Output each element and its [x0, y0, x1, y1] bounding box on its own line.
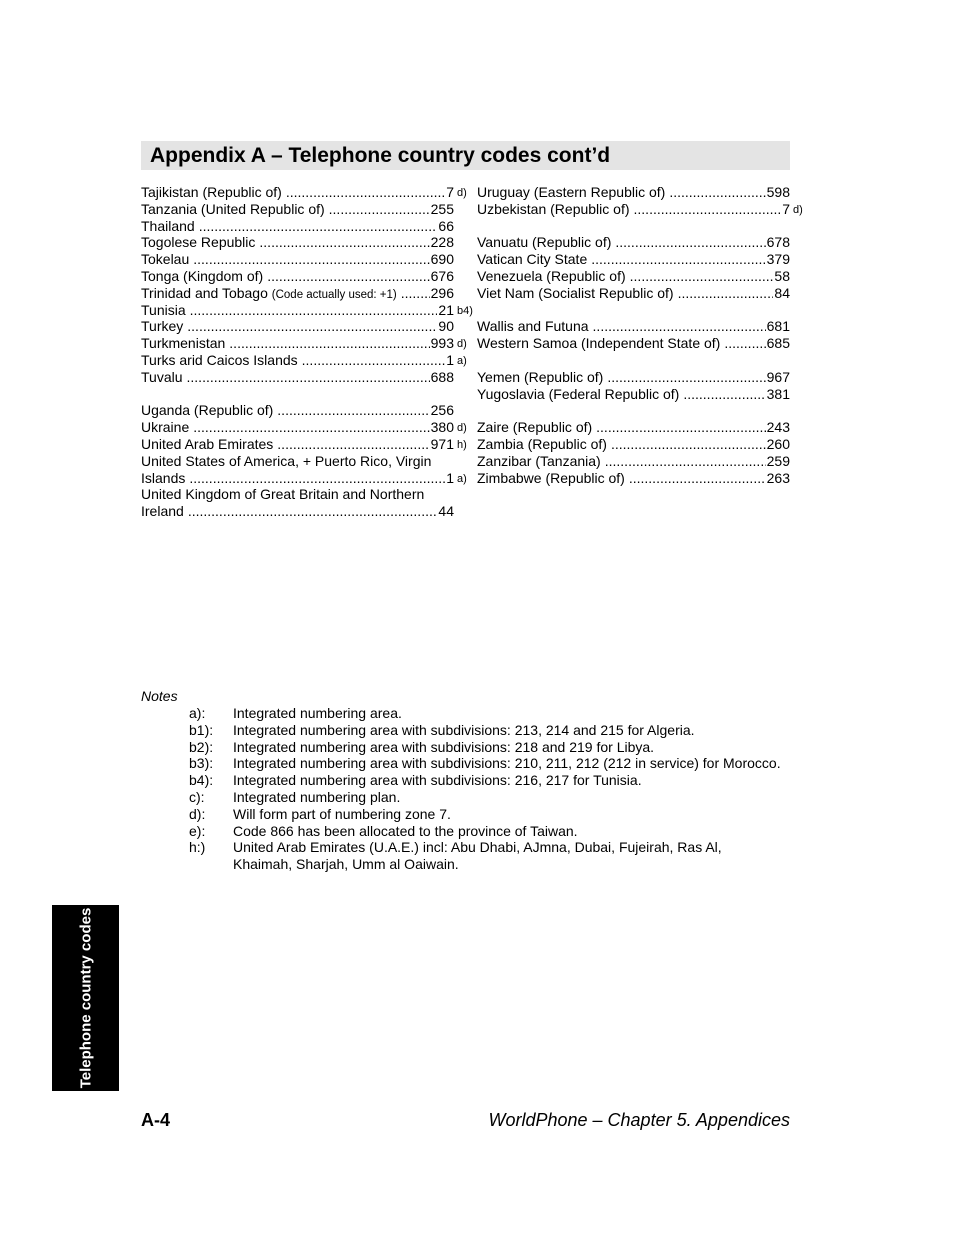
country-entry — [141, 335, 467, 352]
spacer — [477, 218, 790, 235]
country-name — [141, 436, 273, 453]
country-entry — [141, 503, 454, 520]
note-text: United Arab Emirates (U.A.E.) incl: Abu Dhabi, AJmna, Dubai, Fujeirah, Ras Al, Khaimah, Sharjah, Umm al Oaiwain. — [233, 839, 722, 873]
country-entry — [477, 470, 790, 487]
country-name-text: Turks arid Caicos Islands — [141, 351, 298, 368]
note-text: Integrated numbering area with subdivisions: 218 and 219 for Libya. — [233, 738, 655, 755]
country-entry — [477, 285, 790, 302]
country-code: 21 — [438, 301, 454, 318]
page-title: Appendix A – Telephone country codes cont’d — [150, 144, 611, 167]
country-name-text: Ukraine — [141, 419, 190, 436]
dot-leader — [302, 352, 446, 369]
country-name-text: Togolese Republic — [141, 234, 256, 251]
dot-leader — [596, 419, 765, 436]
footnote-marker: d) — [457, 187, 467, 199]
footnote-marker: a) — [457, 472, 467, 485]
country-code: 690 — [430, 251, 454, 268]
country-entry — [141, 435, 467, 453]
country-entry — [141, 201, 454, 218]
country-name-text: Islands — [141, 469, 186, 486]
note-key: a): — [189, 705, 206, 721]
country-entry — [477, 200, 803, 218]
country-entry — [477, 251, 790, 268]
note-key: b2): — [189, 738, 214, 755]
spacer — [141, 386, 454, 403]
footnote-marker: d) — [457, 338, 467, 351]
country-entry — [477, 419, 790, 436]
country-code: 1 — [446, 469, 454, 486]
dot-leader — [605, 453, 766, 470]
country-name-text: Zaire (Republic of) — [477, 419, 593, 436]
note-item — [141, 789, 781, 806]
country-code: 66 — [438, 217, 454, 234]
country-name — [141, 218, 195, 235]
dot-leader — [267, 268, 429, 285]
country-entry — [477, 369, 790, 386]
country-list-left — [141, 184, 473, 520]
note-item — [141, 705, 781, 722]
country-entry — [477, 436, 790, 453]
country-name — [477, 436, 607, 453]
country-name-line: United Kingdom of Great Britain and Northern — [141, 486, 425, 503]
dot-leader — [607, 369, 765, 386]
dot-leader — [611, 436, 766, 453]
country-name-text: Tajikistan (Republic of) — [141, 184, 282, 200]
country-name-text: Zanzibar (Tanzania) — [477, 452, 601, 469]
dot-leader — [199, 218, 438, 235]
country-code: 598 — [766, 184, 790, 200]
country-name-text: Zambia (Republic of) — [477, 435, 607, 452]
note-text: Integrated numbering area. — [233, 705, 402, 721]
footnote-marker: h) — [457, 438, 467, 451]
note-item — [141, 755, 781, 772]
country-name-text: Uzbekistan (Republic of) — [477, 200, 630, 217]
spacer — [477, 302, 790, 319]
country-name-text: Uganda (Republic of) — [141, 402, 274, 419]
country-name-text: Turkey — [141, 318, 184, 335]
note-key: c): — [189, 788, 205, 805]
country-name — [477, 184, 665, 201]
country-name-text: Tunisia — [141, 301, 186, 318]
country-name — [141, 335, 225, 352]
country-entry — [141, 234, 454, 251]
country-name — [141, 318, 183, 335]
note-item — [141, 772, 781, 789]
country-name-text: Viet Nam (Socialist Republic of) — [477, 284, 674, 301]
country-name-text: Yemen (Republic of) — [477, 368, 604, 385]
dot-leader — [187, 369, 430, 386]
country-entry — [477, 184, 790, 201]
dot-leader — [683, 386, 765, 403]
dot-leader — [634, 201, 782, 218]
title-bar — [141, 141, 790, 170]
dot-leader — [678, 285, 774, 302]
country-entry — [141, 268, 454, 285]
country-entry — [477, 453, 790, 470]
dot-leader — [259, 234, 429, 251]
dot-leader — [286, 184, 445, 201]
country-name-text: United Arab Emirates — [141, 435, 274, 452]
country-name — [141, 201, 325, 218]
country-name — [141, 251, 189, 268]
country-name-text: Wallis and Futuna — [477, 318, 589, 335]
footnote-marker: d) — [457, 422, 467, 435]
country-name — [141, 302, 186, 319]
country-entry — [477, 318, 790, 335]
note-text: Integrated numbering area with subdivisions: 213, 214 and 215 for Algeria. — [233, 721, 695, 738]
note-item — [141, 739, 781, 756]
dot-leader — [630, 268, 774, 285]
country-code: 7 — [446, 184, 454, 200]
footnote-marker: b4) — [457, 304, 473, 317]
note-key: b1): — [189, 721, 214, 738]
country-name-text: Tanzania (United Republic of) — [141, 200, 325, 217]
country-code: 296 — [430, 284, 454, 301]
country-name-text: Tuvalu — [141, 368, 183, 385]
country-name — [477, 386, 679, 403]
country-code: 678 — [766, 234, 790, 251]
note-item — [141, 823, 781, 840]
country-code: 1 — [446, 351, 454, 368]
country-code: 256 — [430, 402, 454, 419]
country-entry — [477, 335, 790, 352]
note-text: Integrated numbering area with subdivisions: 210, 211, 212 (212 in service) for Morocco. — [233, 755, 781, 772]
notes-section — [141, 688, 781, 873]
country-name-text: Yugoslavia (Federal Republic of) — [477, 385, 680, 402]
country-name — [477, 285, 674, 302]
country-entry — [141, 469, 467, 487]
note-text: Will form part of numbering zone 7. — [233, 805, 451, 822]
country-name — [477, 419, 592, 436]
country-name-text: Tonga (Kingdom of) — [141, 267, 264, 284]
footnote-marker: a) — [457, 354, 467, 367]
dot-leader — [187, 318, 437, 335]
country-name — [477, 251, 587, 268]
country-code: 243 — [766, 419, 790, 436]
dot-leader — [193, 251, 429, 268]
country-name-text: Venezuela (Republic of) — [477, 267, 626, 284]
country-code: 255 — [430, 200, 454, 217]
notes-heading: Notes — [141, 688, 178, 704]
dot-leader — [629, 470, 766, 487]
country-code: 263 — [766, 469, 790, 486]
note-text: Integrated numbering plan. — [233, 788, 401, 805]
country-name — [477, 268, 626, 285]
note-key: e): — [189, 822, 206, 839]
dot-leader — [277, 436, 429, 453]
country-code: 676 — [430, 267, 454, 284]
country-entry — [141, 184, 467, 201]
dot-leader — [329, 201, 430, 218]
country-entry — [141, 285, 454, 302]
country-name — [141, 419, 189, 436]
note-key: b4): — [189, 772, 214, 789]
dot-leader — [229, 335, 429, 352]
country-name — [141, 503, 184, 520]
country-code: 84 — [774, 284, 790, 301]
footer-title: WorldPhone – Chapter 5. Appendices — [488, 1110, 790, 1130]
country-code: 685 — [766, 335, 790, 352]
country-name — [141, 369, 183, 386]
country-entry — [141, 402, 454, 419]
country-name-text: Zimbabwe (Republic of) — [477, 469, 625, 486]
country-name — [141, 470, 185, 487]
dot-leader — [401, 285, 430, 302]
country-name — [477, 335, 720, 352]
spacer — [477, 352, 790, 369]
footer-page-number: A-4 — [141, 1110, 171, 1130]
country-entry — [477, 234, 790, 251]
country-entry — [141, 351, 467, 369]
country-entry — [141, 218, 454, 235]
country-code: 259 — [766, 452, 790, 469]
dot-leader — [593, 318, 766, 335]
country-name-remark: (Code actually used: +1) — [271, 288, 397, 301]
note-item — [141, 806, 781, 823]
country-name-text: Tokelau — [141, 251, 190, 268]
dot-leader — [669, 184, 765, 201]
country-code: 681 — [766, 318, 790, 335]
country-name — [477, 318, 589, 335]
country-name-text: Ireland — [141, 503, 184, 520]
dot-leader — [189, 470, 445, 487]
country-entry — [477, 268, 790, 285]
country-name — [141, 234, 255, 251]
country-name — [477, 234, 611, 251]
notes-list — [141, 705, 781, 873]
country-code: 381 — [766, 385, 790, 402]
dot-leader — [615, 234, 765, 251]
note-text: Integrated numbering area with subdivisions: 216, 217 for Tunisia. — [233, 772, 642, 789]
country-name — [141, 352, 298, 369]
country-name — [477, 470, 625, 487]
country-code: 90 — [438, 318, 454, 335]
country-code: 380 — [430, 419, 454, 436]
country-name-text: Thailand — [141, 217, 195, 234]
country-name — [141, 402, 273, 419]
country-code: 228 — [430, 234, 454, 251]
note-item — [141, 722, 781, 739]
note-key: b3): — [189, 755, 214, 772]
dot-leader — [188, 503, 438, 520]
spacer — [477, 402, 790, 419]
country-entry — [141, 251, 454, 268]
country-code: 379 — [766, 251, 790, 268]
country-entry — [141, 301, 473, 319]
note-key: h:) — [189, 839, 206, 856]
dot-leader — [193, 419, 429, 436]
country-code: 967 — [766, 368, 790, 385]
country-entry — [141, 318, 454, 335]
side-tab — [52, 905, 119, 1091]
country-code: 688 — [430, 368, 454, 385]
side-tab-label: Telephone country codes — [77, 907, 94, 1089]
note-key: d): — [189, 805, 206, 822]
dot-leader — [277, 402, 429, 419]
country-code: 971 — [430, 435, 454, 452]
dot-leader — [591, 251, 765, 268]
dot-leader — [724, 335, 765, 352]
country-code: 993 — [430, 335, 454, 352]
footnote-marker: d) — [793, 203, 803, 216]
country-name — [477, 369, 603, 386]
country-list-right — [477, 184, 803, 486]
note-text: Code 866 has been allocated to the province of Taiwan. — [233, 822, 578, 839]
country-name-text: Vanuatu (Republic of) — [477, 234, 612, 251]
country-entry — [141, 419, 467, 436]
country-name-text: Uruguay (Eastern Republic of) — [477, 184, 666, 200]
country-name — [477, 201, 630, 218]
country-code: 44 — [438, 503, 454, 520]
country-code: 260 — [766, 435, 790, 452]
country-entry — [141, 369, 454, 386]
dot-leader — [190, 302, 438, 319]
country-code: 58 — [774, 267, 790, 284]
country-name — [477, 453, 601, 470]
country-name-line: United States of America, + Puerto Rico, Virgin — [141, 452, 432, 469]
country-name-text: Turkmenistan — [141, 335, 226, 352]
country-entry — [477, 386, 790, 403]
country-name-text: Vatican City State — [477, 251, 588, 268]
country-code: 7 — [782, 200, 790, 217]
country-name — [141, 184, 282, 201]
country-name — [141, 268, 263, 285]
note-item — [141, 839, 781, 873]
country-name-text: Trinidad and Tobago — [141, 284, 268, 301]
country-name-text: Western Samoa (Independent State of) — [477, 335, 721, 352]
